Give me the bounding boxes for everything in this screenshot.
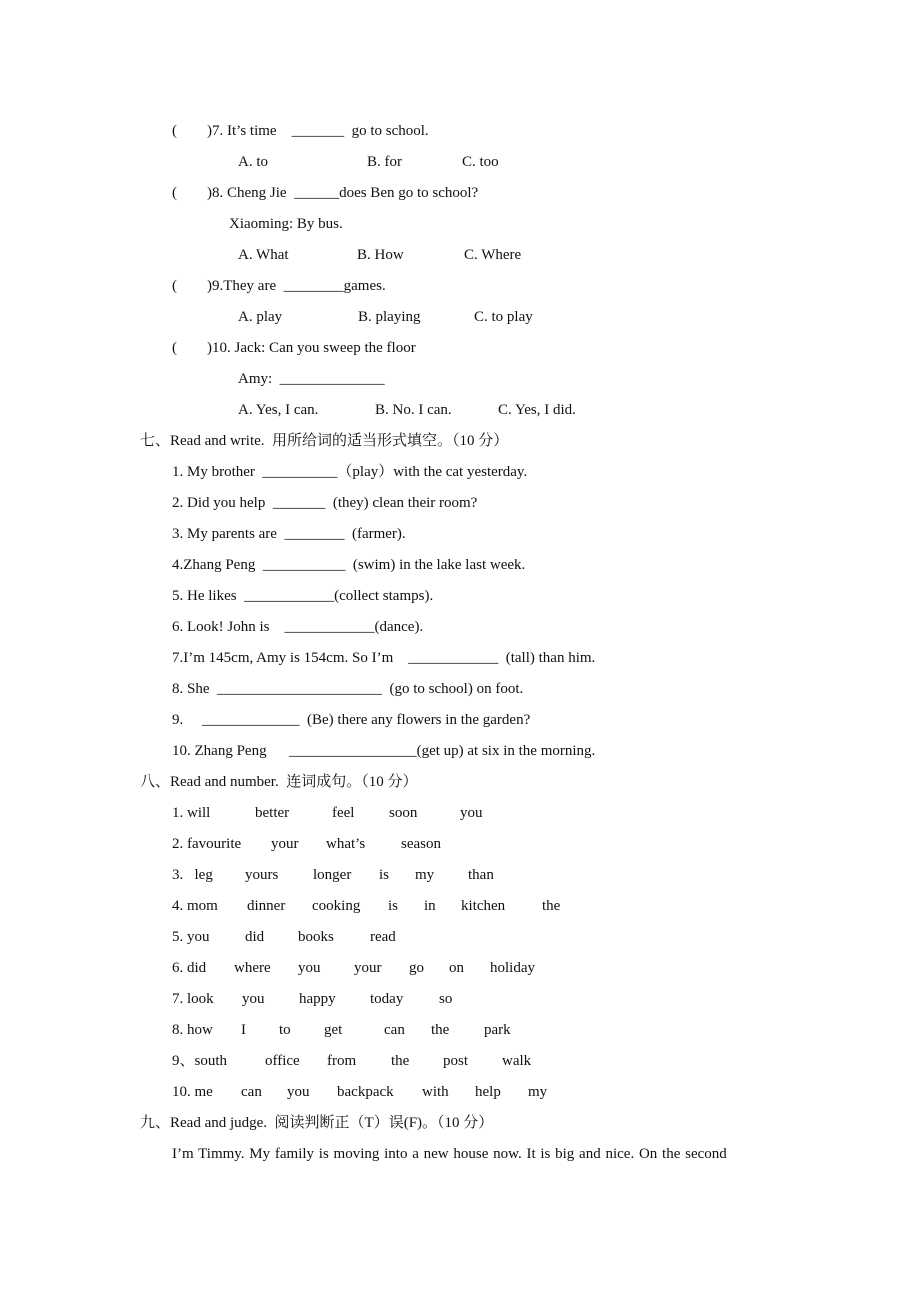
- s8-word: 7. look: [172, 991, 214, 1007]
- s7-item: 2. Did you help _______ (they) clean their room?: [172, 495, 478, 511]
- s8-word: your: [271, 836, 299, 852]
- s8-word: backpack: [337, 1084, 394, 1100]
- s8-word: from: [327, 1053, 357, 1069]
- s8-word: kitchen: [461, 898, 506, 914]
- s8-word: 2. favourite: [172, 836, 242, 852]
- s8-word: I: [241, 1022, 246, 1038]
- s8-word: read: [370, 929, 396, 945]
- s7-item: 5. He likes ____________(collect stamps).: [172, 588, 434, 604]
- s8-word: can: [384, 1022, 405, 1038]
- question-10-option-b: B. No. I can.: [375, 402, 452, 418]
- s7-item: 6. Look! John is ____________(dance).: [172, 619, 424, 635]
- section-7-heading: 七、Read and write. 用所给词的适当形式填空。（10 分）: [140, 433, 509, 449]
- s8-word: what’s: [326, 836, 366, 852]
- s8-word: office: [265, 1053, 300, 1069]
- s8-word: 4. mom: [172, 898, 218, 914]
- s8-word: happy: [299, 991, 336, 1007]
- question-7-option-b: B. for: [367, 154, 402, 170]
- s8-word: 5. you: [172, 929, 210, 945]
- s8-word: holiday: [490, 960, 535, 976]
- question-8-sub: Xiaoming: By bus.: [229, 216, 343, 232]
- s8-word: walk: [502, 1053, 532, 1069]
- s8-word: with: [422, 1084, 449, 1100]
- question-9-option-a: A. play: [238, 309, 283, 325]
- s8-word: 8. how: [172, 1022, 213, 1038]
- section-9-heading: 九、Read and judge. 阅读判断正（T）误(F)。（10 分）: [140, 1115, 494, 1131]
- s7-item: 9. _____________ (Be) there any flowers in the garden?: [172, 712, 531, 728]
- s8-word: today: [370, 991, 404, 1007]
- section-8-heading: 八、Read and number. 连词成句。（10 分）: [140, 774, 418, 790]
- question-10-sub: Amy: ______________: [238, 371, 385, 387]
- s8-word: 9、south: [172, 1053, 228, 1069]
- s8-word: can: [241, 1084, 262, 1100]
- s8-word: did: [245, 929, 265, 945]
- s8-word: is: [388, 898, 399, 914]
- question-10-option-a: A. Yes, I can.: [238, 402, 319, 418]
- s8-word: where: [234, 960, 271, 976]
- s8-word: to: [279, 1022, 291, 1038]
- s8-word: my: [415, 867, 435, 883]
- s8-word: dinner: [247, 898, 286, 914]
- question-8-stem: ( )8. Cheng Jie ______does Ben go to school?: [172, 185, 479, 201]
- s8-word: you: [242, 991, 265, 1007]
- question-9-option-c: C. to play: [474, 309, 533, 325]
- s8-word: post: [443, 1053, 469, 1069]
- s8-word: 3. leg: [172, 867, 213, 883]
- question-10-option-c: C. Yes, I did.: [498, 402, 576, 418]
- s8-word: you: [287, 1084, 310, 1100]
- s8-word: in: [424, 898, 436, 914]
- question-8-option-a: A. What: [238, 247, 289, 263]
- question-8-option-b: B. How: [357, 247, 404, 263]
- s7-item: 8. She ______________________ (go to school) on foot.: [172, 681, 524, 697]
- s8-word: cooking: [312, 898, 361, 914]
- s8-word: books: [298, 929, 334, 945]
- s8-word: soon: [389, 805, 418, 821]
- question-10-stem: ( )10. Jack: Can you sweep the floor: [172, 340, 416, 356]
- s8-word: my: [528, 1084, 548, 1100]
- s8-word: get: [324, 1022, 343, 1038]
- s8-word: 6. did: [172, 960, 207, 976]
- s8-word: 10. me: [172, 1084, 213, 1100]
- question-8-option-c: C. Where: [464, 247, 522, 263]
- s8-word: the: [431, 1022, 450, 1038]
- s7-item: 4.Zhang Peng ___________ (swim) in the lake last week.: [172, 557, 526, 573]
- s8-word: longer: [313, 867, 352, 883]
- s8-word: than: [468, 867, 494, 883]
- s8-word: yours: [245, 867, 279, 883]
- s8-word: 1. will: [172, 805, 211, 821]
- question-9-stem: ( )9.They are ________games.: [172, 278, 386, 294]
- question-7-option-c: C. too: [462, 154, 499, 170]
- s7-item: 3. My parents are ________ (farmer).: [172, 526, 406, 542]
- s9-paragraph: I’m Timmy. My family is moving into a new house now. It is big and nice. On the second: [172, 1146, 727, 1162]
- s8-word: so: [439, 991, 453, 1007]
- s8-word: go: [409, 960, 424, 976]
- s8-word: you: [460, 805, 483, 821]
- s8-word: park: [484, 1022, 511, 1038]
- s8-word: on: [449, 960, 464, 976]
- s8-word: you: [298, 960, 321, 976]
- s8-word: season: [401, 836, 441, 852]
- question-7-option-a: A. to: [238, 154, 268, 170]
- s7-item: 10. Zhang Peng _________________(get up) at six in the morning.: [172, 743, 596, 759]
- s8-word: is: [379, 867, 390, 883]
- s8-word: the: [542, 898, 561, 914]
- s8-word: better: [255, 805, 290, 821]
- question-7-stem: ( )7. It’s time _______ go to school.: [172, 123, 429, 139]
- question-9-option-b: B. playing: [358, 309, 421, 325]
- s7-item: 7.I’m 145cm, Amy is 154cm. So I’m ____________ (tall) than him.: [172, 650, 596, 666]
- s8-word: your: [354, 960, 382, 976]
- s8-word: help: [475, 1084, 501, 1100]
- s8-word: feel: [332, 805, 355, 821]
- s7-item: 1. My brother __________（play）with the cat yesterday.: [172, 464, 528, 480]
- s8-word: the: [391, 1053, 410, 1069]
